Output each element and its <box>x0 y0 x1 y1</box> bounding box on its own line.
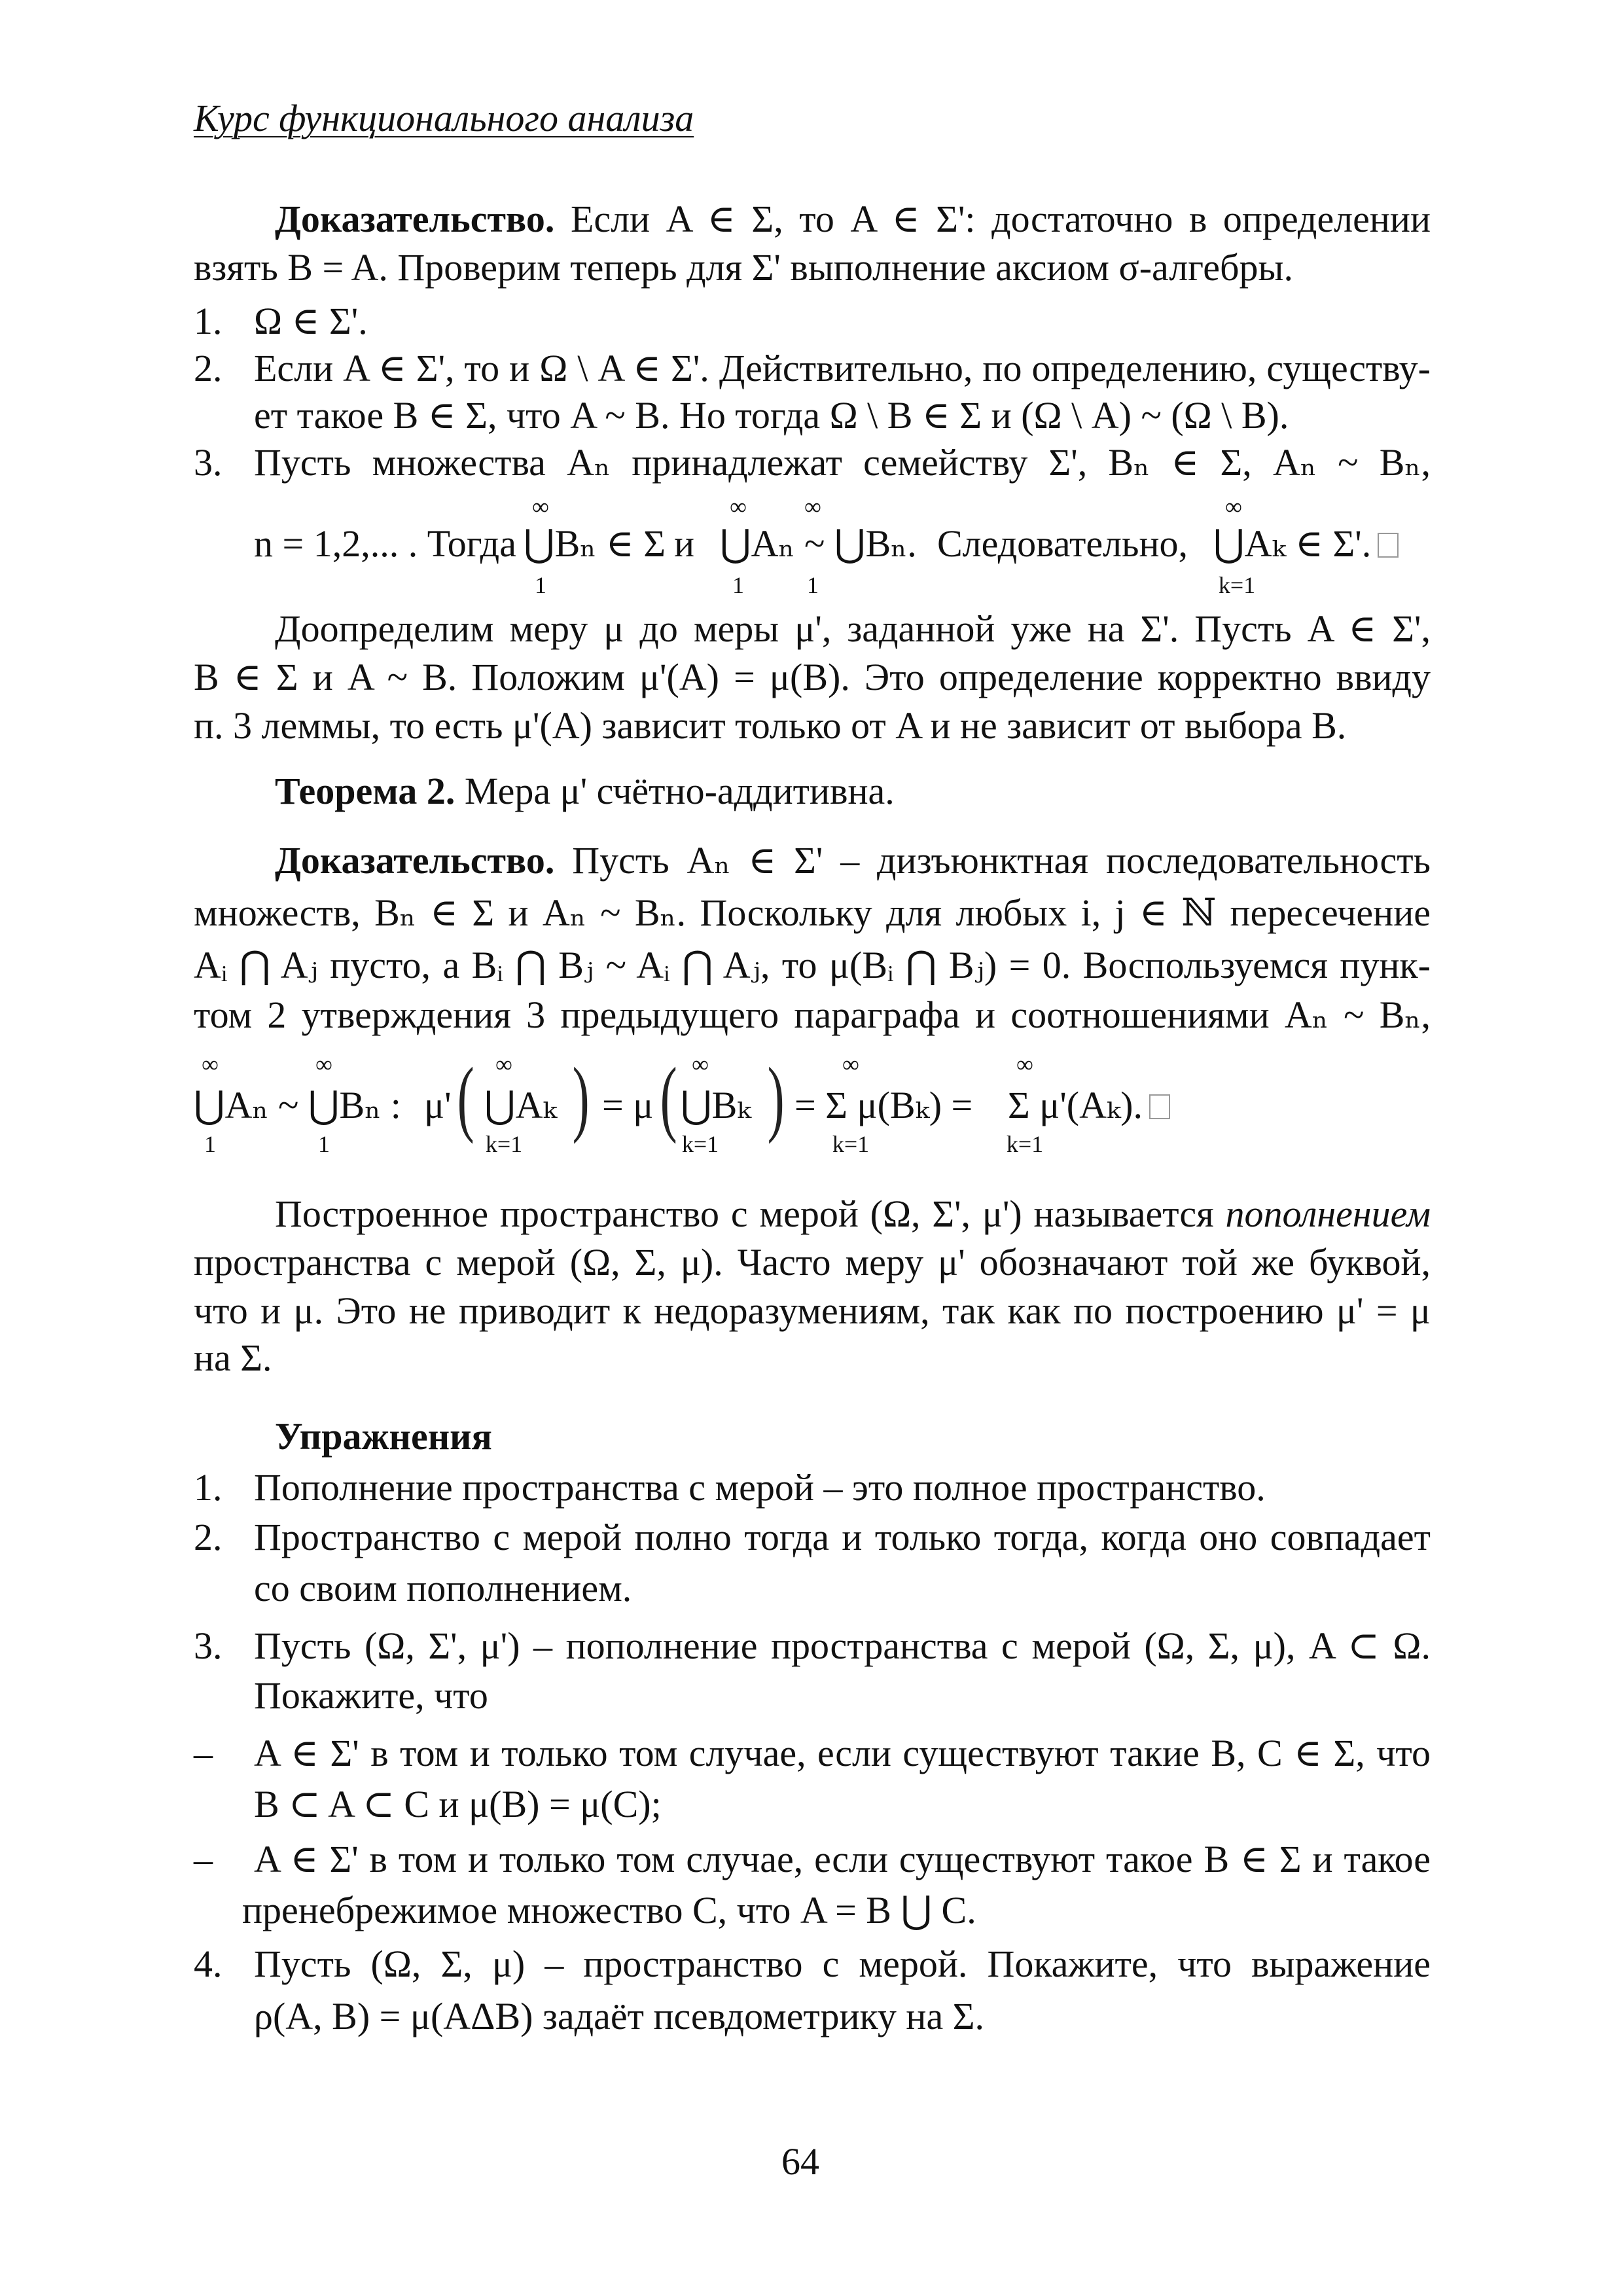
formula1-u1: ⋃Bₙ ∈ Σ <box>524 522 666 565</box>
exercise-2-text: Пространство с мерой полно тогда и только тогда, когда оно совпадает <box>254 1516 1431 1558</box>
theorem-text: Мера μ' счётно-аддитивна. <box>464 770 895 812</box>
formula2-lhs2-lower: 1 <box>318 1131 330 1157</box>
formula2-inner2-upper: ∞ <box>692 1051 709 1077</box>
exercise-3-dash-2: – <box>194 1838 213 1880</box>
exercise-3-dash-2-text2: пренебрежимое множество C, что A = B ⋃ C. <box>242 1889 976 1931</box>
formula2-inner1-lower: k=1 <box>485 1131 523 1157</box>
list1-item1-number: 1. <box>194 300 223 342</box>
formula1-u2b-upper: ∞ <box>804 493 821 520</box>
exercise-3-dash-1-text2: B ⊂ A ⊂ C и μ(B) = μ(C); <box>254 1783 662 1825</box>
para2-line3: что и μ. Это не приводит к недоразумениям, так как по построению μ' = μ <box>194 1289 1431 1332</box>
qed-square-icon <box>1149 1094 1170 1119</box>
formula2-lhs1-upper: ∞ <box>202 1051 219 1077</box>
exercise-3-text: Пусть (Ω, Σ', μ') – пополнение пространства с мерой (Ω, Σ, μ), A ⊂ Ω. <box>254 1624 1431 1667</box>
formula2-sum1-lower: k=1 <box>832 1131 870 1157</box>
formula2-sum2: Σ μ'(Aₖ). <box>1008 1086 1170 1124</box>
theorem-2 <box>275 772 1431 810</box>
list1-item3-number: 3. <box>194 441 223 484</box>
list1-item2-text: Если A ∈ Σ', то и Ω \ A ∈ Σ'. Действительно, по определению, существу- <box>254 347 1431 389</box>
exercise-1-number: 1. <box>194 1466 223 1509</box>
formula2-inner1: ⋃Aₖ <box>484 1084 557 1126</box>
list1-item3-text: Пусть множества Aₙ принадлежат семейству Σ', Bₙ ∈ Σ, Aₙ ~ Bₙ, <box>254 441 1431 484</box>
exercise-3-dash-1-text: A ∈ Σ' в том и только том случае, если существуют такие B, C ∈ Σ, что <box>254 1732 1431 1774</box>
proof2-label: Доказательство. <box>275 839 555 882</box>
proof2-line1: Доказательство. Пусть Aₙ ∈ Σ' – дизъюнктная последовательность <box>275 839 1431 882</box>
proof1-line1: Доказательство. Если A ∈ Σ, то A ∈ Σ': достаточно в определении <box>275 198 1431 240</box>
formula1-u2: ⋃Aₙ ~ ⋃Bₙ. <box>720 522 917 565</box>
formula2-mu-prime: μ' <box>424 1084 452 1126</box>
formula2-inner1-upper: ∞ <box>495 1051 512 1077</box>
formula1-conseq: Следовательно, <box>937 522 1188 565</box>
formula1-u2b-lower: 1 <box>807 572 819 598</box>
proof2-line4: том 2 утверждения 3 предыдущего параграфа и соотношениями Aₙ ~ Bₙ, <box>194 994 1431 1036</box>
theorem-label: Теорема 2. <box>275 770 455 812</box>
formula1-u2-lower: 1 <box>732 572 744 598</box>
formula2-eq1: = μ <box>602 1084 654 1126</box>
exercises-title: Упражнения <box>275 1415 492 1458</box>
right-paren-icon: ) <box>767 1050 785 1145</box>
formula1-u1-lower: 1 <box>535 572 546 598</box>
para1-line2: B ∈ Σ и A ~ B. Положим μ'(A) = μ(B). Это определение корректно ввиду <box>194 656 1431 698</box>
proof1-line2: взять B = A. Проверим теперь для Σ' выполнение аксиом σ-алгебры. <box>194 246 1293 289</box>
formula2-sum2-upper: ∞ <box>1016 1051 1033 1077</box>
formula1-u3-upper: ∞ <box>1225 493 1242 520</box>
para1-line1: Доопределим меру μ до меры μ', заданной уже на Σ'. Пусть A ∈ Σ', <box>275 607 1431 650</box>
running-header: Курс функционального анализа <box>194 97 694 139</box>
formula1-u3-lower: k=1 <box>1218 572 1256 598</box>
formula1-n-text: n = 1,2,... . Тогда <box>254 522 516 565</box>
qed-square-icon <box>1378 533 1399 558</box>
page-number: 64 <box>781 2140 819 2183</box>
proof2-line2: множеств, Bₙ ∈ Σ и Aₙ ~ Bₙ. Поскольку для любых i, j ∈ ℕ пересечение <box>194 891 1431 934</box>
formula2-inner2: ⋃Bₖ <box>681 1084 751 1126</box>
formula2-sum2-lower: k=1 <box>1006 1131 1044 1157</box>
exercise-4-number: 4. <box>194 1943 223 1985</box>
formula2-lhs2-upper: ∞ <box>315 1051 332 1077</box>
exercise-2-text2: со своим пополнением. <box>254 1567 632 1609</box>
para2-line2: пространства с мерой (Ω, Σ, μ). Часто меру μ' обозначают той же буквой, <box>194 1241 1431 1283</box>
exercise-4-text2: ρ(A, B) = μ(AΔB) задаёт псевдометрику на Σ. <box>254 1995 984 2037</box>
para1-line3: п. 3 леммы, то есть μ'(A) зависит только от A и не зависит от выбора B. <box>194 704 1347 747</box>
left-paren-icon: ( <box>457 1050 474 1145</box>
formula2-lhs: ⋃Aₙ ~ ⋃Bₙ : <box>194 1084 401 1126</box>
formula1-u3: ⋃Aₖ ∈ Σ'. <box>1213 525 1399 563</box>
formula2-sum1: = Σ μ(Bₖ) = <box>794 1084 973 1126</box>
exercise-2-number: 2. <box>194 1516 223 1558</box>
exercise-3-dash-1: – <box>194 1732 213 1774</box>
list1-item1-text: Ω ∈ Σ'. <box>254 300 368 342</box>
exercise-1-text: Пополнение пространства с мерой – это полное пространство. <box>254 1466 1266 1509</box>
formula2-sum1-upper: ∞ <box>842 1051 859 1077</box>
formula1-and: и <box>674 522 695 565</box>
exercise-3-text2: Покажите, что <box>254 1674 488 1717</box>
left-paren-icon: ( <box>660 1050 677 1145</box>
para2-line1: Построенное пространство с мерой (Ω, Σ', μ') называется пополнением <box>275 1193 1431 1235</box>
proof1-label: Доказательство. <box>275 198 555 240</box>
proof2-line3: Aᵢ ⋂ Aⱼ пусто, а Bᵢ ⋂ Bⱼ ~ Aᵢ ⋂ Aⱼ, то μ(Bᵢ ⋂ Bⱼ) = 0. Воспользуемся пунк- <box>194 944 1431 986</box>
formula1-u1-upper: ∞ <box>532 493 549 520</box>
para2-line4: на Σ. <box>194 1336 272 1379</box>
formula2-inner2-lower: k=1 <box>681 1131 719 1157</box>
formula2-lhs1-lower: 1 <box>204 1131 216 1157</box>
exercise-3-dash-2-text: A ∈ Σ' в том и только том случае, если существуют такое B ∈ Σ и такое <box>254 1838 1431 1880</box>
exercise-4-text: Пусть (Ω, Σ, μ) – пространство с мерой. Покажите, что выражение <box>254 1943 1431 1985</box>
list1-item2-text2: ет такое B ∈ Σ, что A ~ B. Но тогда Ω \ B ∈ Σ и (Ω \ A) ~ (Ω \ B). <box>254 394 1289 437</box>
exercise-3-number: 3. <box>194 1624 223 1667</box>
right-paren-icon: ) <box>572 1050 590 1145</box>
formula1-u2-upper: ∞ <box>730 493 747 520</box>
list1-item2-number: 2. <box>194 347 223 389</box>
